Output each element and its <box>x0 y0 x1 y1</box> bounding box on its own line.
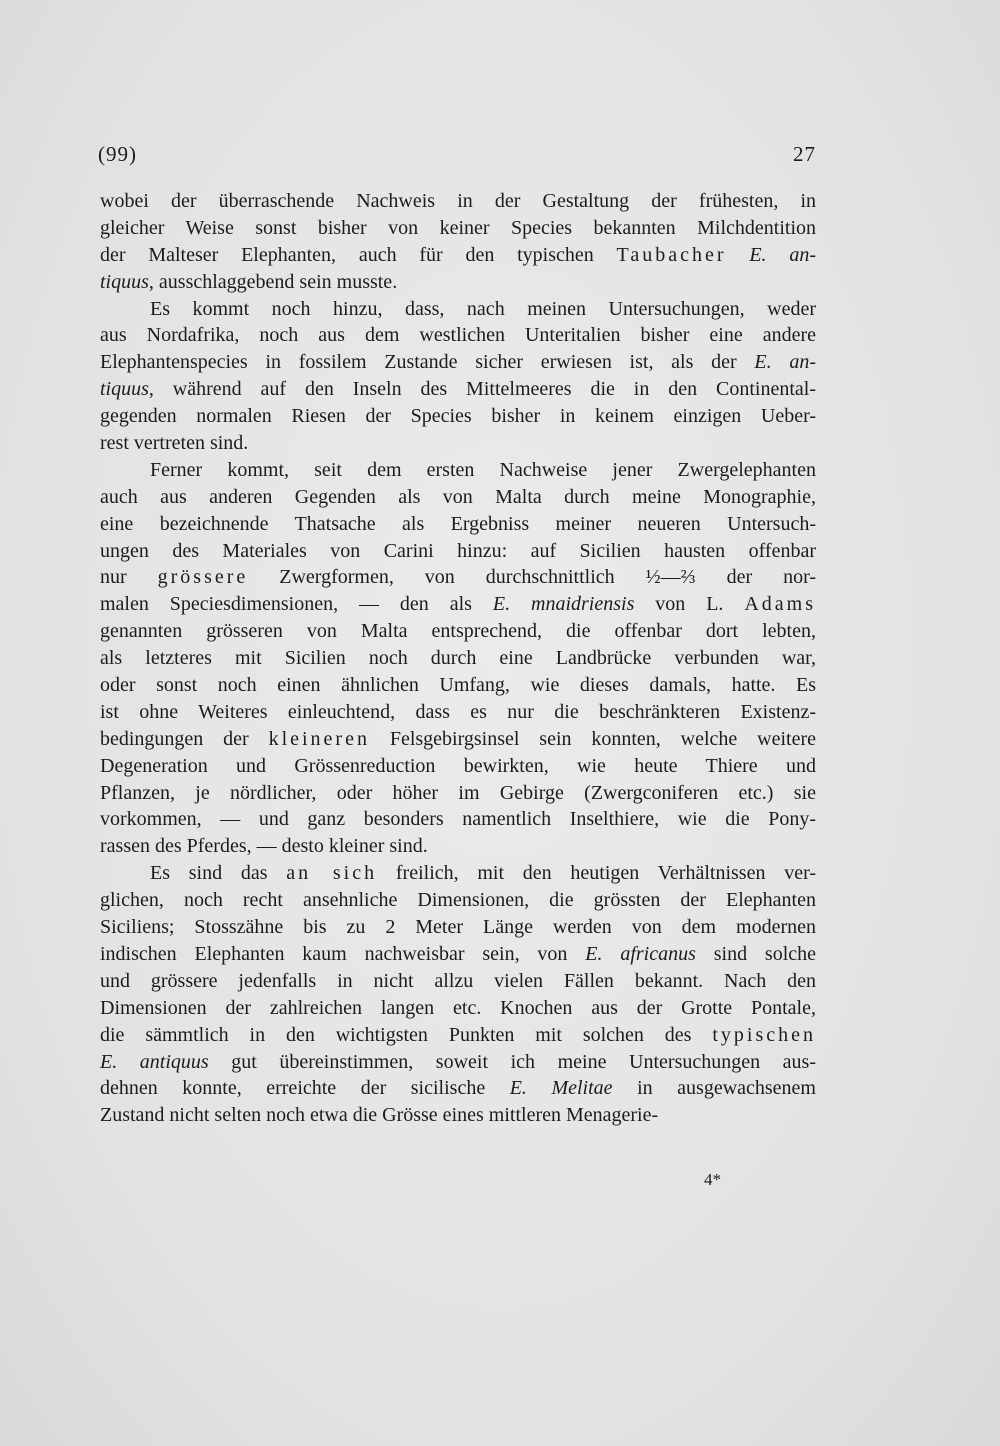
running-header <box>98 142 816 168</box>
text-line <box>100 296 816 323</box>
text-line <box>100 618 816 645</box>
text-line <box>100 564 816 591</box>
text-line <box>100 806 816 833</box>
text-line <box>100 457 816 484</box>
italic-text: E. africanus <box>585 942 696 965</box>
spaced-text: Adams <box>744 593 817 616</box>
text-line <box>100 914 816 941</box>
text-line <box>100 349 816 376</box>
text-run: malen Speciesdimensionen, — den als <box>100 593 493 616</box>
text-line <box>100 753 816 780</box>
text-run: Es kommt noch hinzu, dass, nach meinen Untersuchungen, weder <box>150 297 816 320</box>
text-line <box>100 269 816 296</box>
text-run: ungen des Materiales von Carini hinzu: auf Sicilien hausten offenbar <box>100 539 816 562</box>
text-run: genannten grösseren von Malta entsprechend, die offenbar dort lebten, <box>100 620 816 643</box>
italic-text: E. an- <box>749 243 816 266</box>
text-run: vorkommen, — und ganz besonders namentlich Inselthiere, wie die Pony- <box>100 808 816 831</box>
body-text <box>100 188 816 1129</box>
italic-text: tiquus, <box>100 270 154 293</box>
text-line <box>100 322 816 349</box>
text-run: oder sonst noch einen ähnlichen Umfang, wie dieses damals, hatte. Es <box>100 674 816 697</box>
text-line <box>100 645 816 672</box>
text-run: Degeneration und Grössenreduction bewirkten, wie heute Thiere und <box>100 754 816 777</box>
text-run: dehnen konnte, erreichte der sicilische <box>100 1077 510 1100</box>
text-run: aus Nordafrika, noch aus dem westlichen Unteritalien bisher eine andere <box>100 324 816 347</box>
text-line <box>100 1102 816 1129</box>
text-run: Zwergformen, von durchschnittlich ½—⅔ der nor- <box>248 566 816 589</box>
text-line <box>100 1049 816 1076</box>
text-run: auch aus anderen Gegenden als von Malta durch meine Monographie, <box>100 485 816 508</box>
text-run: Zustand nicht selten noch etwa die Grösse eines mittleren Menagerie- <box>100 1104 659 1127</box>
text-run: Felsgebirgsinsel sein konnten, welche weitere <box>369 727 816 750</box>
text-run: ist ohne Weiteres einleuchtend, dass es nur die beschränkteren Existenz- <box>100 700 816 723</box>
text-run: gleicher Weise sonst bisher von keiner Species bekannten Milchdentition <box>100 216 816 239</box>
spaced-text: an sich <box>286 862 378 885</box>
text-line <box>100 833 816 860</box>
text-line <box>100 968 816 995</box>
text-line <box>100 188 816 215</box>
text-run: in ausgewachsenem <box>612 1077 816 1100</box>
text-run: gut übereinstimmen, soweit ich meine Untersuchungen aus- <box>208 1050 816 1073</box>
text-run: während auf den Inseln des Mittelmeeres die in den Continental- <box>153 378 816 401</box>
text-line <box>100 699 816 726</box>
text-run: freilich, mit den heutigen Verhältnissen ver- <box>377 862 817 885</box>
italic-text: E. antiquus <box>100 1050 209 1073</box>
text-line <box>100 484 816 511</box>
text-run: der Malteser Elephanten, auch für den typischen <box>100 243 617 266</box>
text-run: glichen, noch recht ansehnliche Dimensionen, die grössten der Elephanten <box>100 889 816 912</box>
text-run: rest vertreten sind. <box>100 432 249 455</box>
signature-mark: 4* <box>704 1170 721 1189</box>
text-line <box>100 538 816 565</box>
text-run: Dimensionen der zahlreichen langen etc. Knochen aus der Grotte Pontale, <box>100 996 816 1019</box>
text-run: nur <box>100 566 158 589</box>
text-run <box>727 244 750 266</box>
text-run: wobei der überraschende Nachweis in der Gestaltung der frühesten, in <box>100 190 816 212</box>
text-run: rassen des Pferdes, — desto kleiner sind. <box>100 835 428 858</box>
text-run: bedingungen der <box>100 727 269 750</box>
text-line <box>100 242 816 269</box>
text-run: sind solche <box>695 942 817 965</box>
spaced-text: grössere <box>157 566 249 589</box>
italic-text: E. mnaidriensis <box>492 593 635 616</box>
text-run: von L. <box>634 593 745 616</box>
italic-text: E. an- <box>754 351 816 374</box>
text-line <box>100 511 816 538</box>
text-line <box>100 887 816 914</box>
text-line <box>100 403 816 430</box>
text-run: indischen Elephanten kaum nachweisbar sein, von <box>100 942 586 965</box>
text-line <box>100 995 816 1022</box>
italic-text: E. Melitae <box>509 1077 613 1100</box>
text-run: eine bezeichnende Thatsache als Ergebniss meiner neueren Untersuch- <box>100 512 816 535</box>
spaced-text: typischen <box>712 1023 816 1046</box>
text-line <box>100 780 816 807</box>
text-line <box>100 1022 816 1049</box>
page-number: 27 <box>793 142 816 166</box>
text-run: Pflanzen, je nördlicher, oder höher im Gebirge (Zwergconiferen etc.) sie <box>100 781 816 804</box>
text-run: Elephantenspecies in fossilem Zustande sicher erwiesen ist, als der <box>100 351 755 374</box>
original-page-number: (99) <box>98 142 137 166</box>
text-run: Siciliens; Stosszähne bis zu 2 Meter Länge werden von dem modernen <box>100 916 816 939</box>
text-line <box>100 215 816 242</box>
text-line <box>100 726 816 753</box>
text-run: ausschlaggebend sein musste. <box>153 270 398 293</box>
spaced-text: kleineren <box>268 727 370 750</box>
text-run: Ferner kommt, seit dem ersten Nachweise jener Zwergelephanten <box>150 458 816 481</box>
text-line <box>100 672 816 699</box>
spaced-text: Taubacher <box>616 243 727 266</box>
text-run: und grössere jedenfalls in nicht allzu vielen Fällen bekannt. Nach den <box>100 969 816 992</box>
text-line <box>100 430 816 457</box>
text-run: als letzteres mit Sicilien noch durch eine Landbrücke verbunden war, <box>100 647 816 670</box>
text-line <box>100 941 816 968</box>
text-line <box>100 1075 816 1102</box>
text-line <box>100 860 816 887</box>
text-run: gegenden normalen Riesen der Species bisher in keinem einzigen Ueber- <box>100 405 816 428</box>
italic-text: tiquus, <box>100 378 154 401</box>
text-line <box>100 591 816 618</box>
text-run: Es sind das <box>150 862 287 885</box>
text-run: die sämmtlich in den wichtigsten Punkten mit solchen des <box>100 1023 713 1046</box>
text-line <box>100 376 816 403</box>
